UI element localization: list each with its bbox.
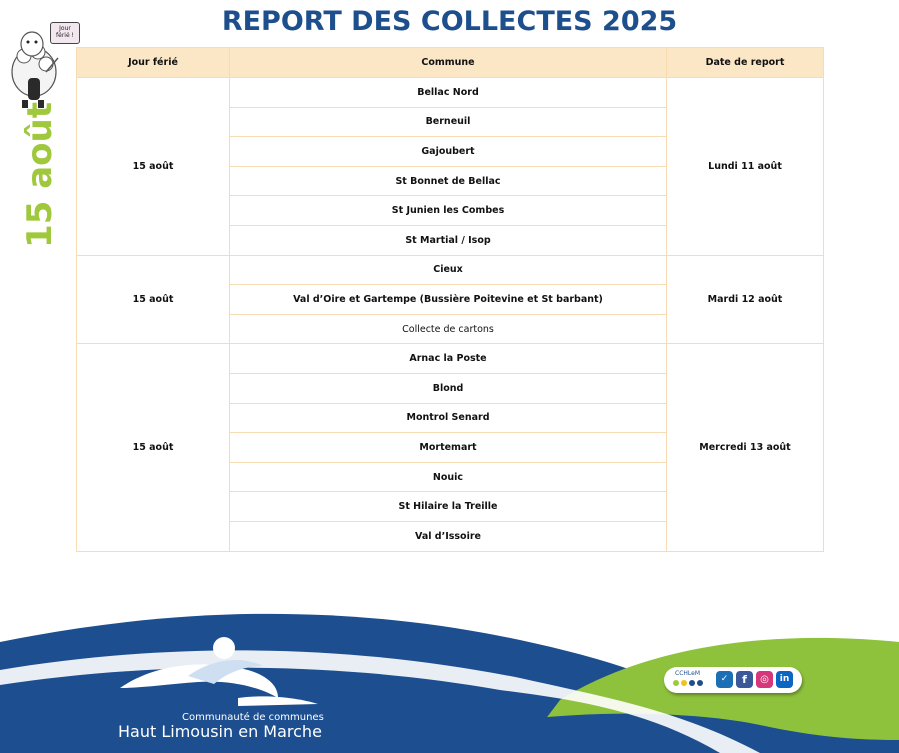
holiday-cell: 15 août: [77, 78, 230, 256]
header-holiday: Jour férié: [77, 48, 230, 78]
social-links-bar: [664, 667, 802, 693]
pill-label: CCHLeM: [675, 670, 700, 677]
commune-cell: Collecte de cartons: [230, 314, 667, 344]
commune-cell: Gajoubert: [230, 137, 667, 167]
report-date-cell: Mardi 12 août: [667, 255, 824, 344]
commune-cell: Berneuil: [230, 107, 667, 137]
commune-cell: Nouic: [230, 462, 667, 492]
page-title: REPORT DES COLLECTES 2025: [221, 6, 678, 37]
side-date-label: 15 août: [20, 102, 60, 248]
holiday-cell: 15 août: [77, 344, 230, 551]
commune-cell: St Martial / Isop: [230, 225, 667, 255]
commune-cell: Blond: [230, 373, 667, 403]
table-row: [77, 255, 824, 285]
org-logo-icon: [118, 636, 318, 712]
map-pin-icon[interactable]: ✓: [716, 671, 733, 688]
header-report-date: Date de report: [667, 48, 824, 78]
org-name-line-1: Communauté de communes: [182, 712, 324, 723]
holiday-sign: [50, 22, 80, 44]
table-header-row: [77, 48, 824, 78]
sign-line-2: férié !: [56, 32, 74, 39]
commune-cell: Montrol Senard: [230, 403, 667, 433]
commune-cell: Val d’Issoire: [230, 521, 667, 551]
holiday-cell: 15 août: [77, 255, 230, 344]
commune-cell: St Bonnet de Bellac: [230, 166, 667, 196]
commune-cell: Arnac la Poste: [230, 344, 667, 374]
commune-cell: Val d’Oire et Gartempe (Bussière Poitevine et St barbant): [230, 285, 667, 315]
commune-cell: Cieux: [230, 255, 667, 285]
sign-line-1: Jour: [59, 25, 71, 32]
facebook-icon[interactable]: f: [736, 671, 753, 688]
org-name-line-2: Haut Limousin en Marche: [118, 722, 322, 741]
commune-cell: Mortemart: [230, 433, 667, 463]
brand-dots-icon: [673, 680, 703, 686]
header-commune: Commune: [230, 48, 667, 78]
commune-cell: St Junien les Combes: [230, 196, 667, 226]
instagram-icon[interactable]: ◎: [756, 671, 773, 688]
table-row: [77, 344, 824, 374]
report-date-cell: Lundi 11 août: [667, 78, 824, 256]
commune-cell: St Hilaire la Treille: [230, 492, 667, 522]
schedule-table: [76, 47, 824, 552]
commune-cell: Bellac Nord: [230, 78, 667, 108]
report-date-cell: Mercredi 13 août: [667, 344, 824, 551]
linkedin-icon[interactable]: in: [776, 671, 793, 688]
table-row: [77, 78, 824, 108]
